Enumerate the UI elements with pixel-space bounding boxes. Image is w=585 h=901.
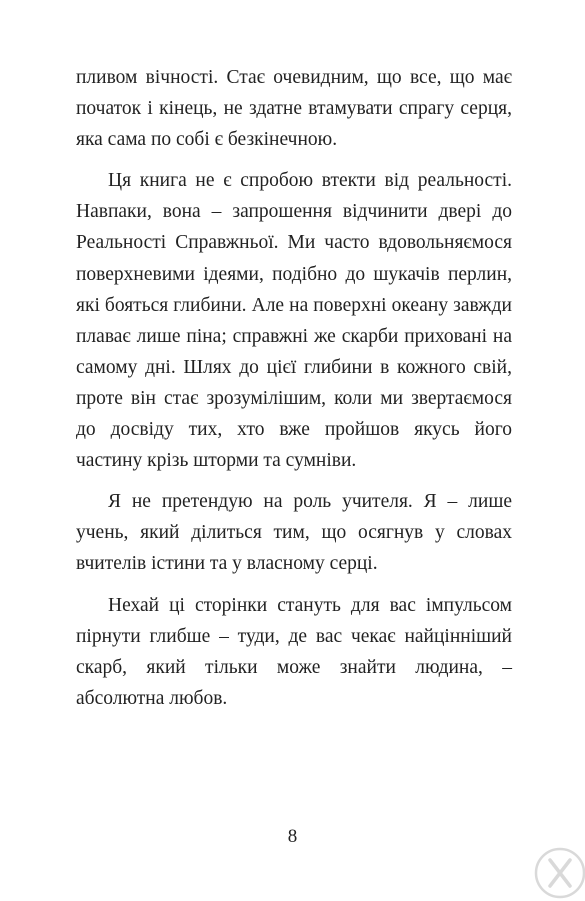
paragraph: Нехай ці сторінки стануть для вас імпульсом пірнути глибше – туди, де вас чекає найцінніший скарб, який тільки може знайти людина, – абсолютна любов. [76, 594, 512, 709]
paragraph: Ця книга не є спробою втекти від реальності. Навпаки, вона – запрошення відчинити двері до Реальності Справжньої. Ми часто вдовольняємося поверхневими ідеями, подібно до шукачів перлин, які бояться глибини. Але на поверхні океану завжди плаває лише піна; справжні же скарби приховані на самому дні. Шлях до цієї глибини в кожного свій, проте він стає зрозумілішим, коли ми звертаємося до досвіду тих, хто вже пройшов якусь його частину крізь шторми та сумніви. [76, 170, 512, 472]
page-number: 8 [287, 826, 298, 847]
paragraph: Я не претендую на роль учителя. Я – лише учень, який ділиться тим, що осягнув у словах вчителів істини та у власному серці. [76, 491, 512, 575]
body-text [76, 62, 512, 724]
paragraph-continuation: пливом вічності. Стає очевидним, що все, що має початок і кінець, не здатне втамувати спрагу серця, яка сама по собі є безкінечною. [76, 67, 512, 151]
publisher-logo-watermark [532, 845, 585, 901]
